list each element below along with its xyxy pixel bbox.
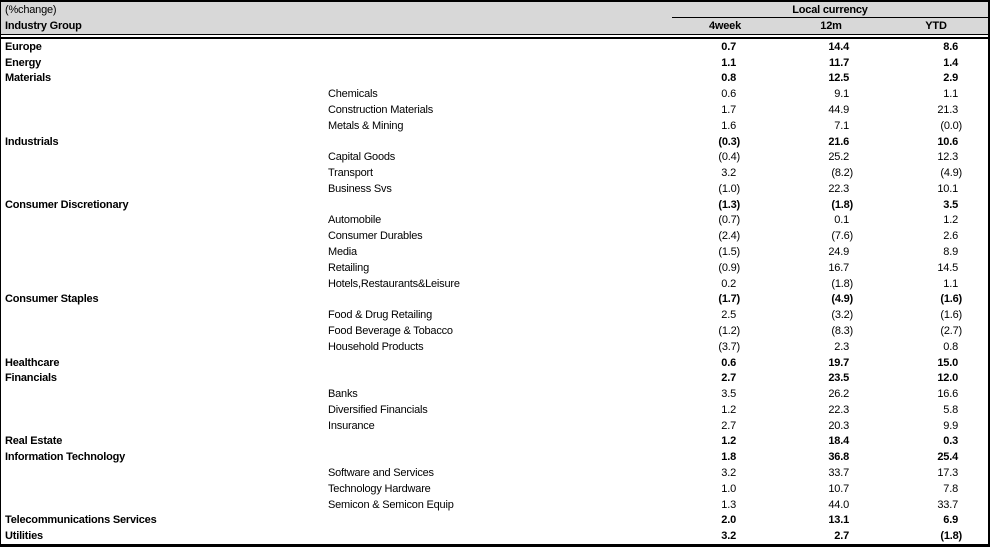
value-ytd: 10.6 xyxy=(937,135,958,148)
value-ytd: 1.2 xyxy=(943,214,958,227)
table-row xyxy=(1,497,988,513)
sub-industry-label: Technology Hardware xyxy=(328,482,431,495)
industry-group-label: Telecommunications Services xyxy=(5,514,157,527)
sub-industry-label: Food & Drug Retailing xyxy=(328,309,433,322)
sub-industry-label: Transport xyxy=(328,167,373,180)
value-4week: 2.7 xyxy=(721,372,736,385)
table-row xyxy=(1,228,988,244)
table-row xyxy=(1,481,988,497)
value-12m: (1.8) xyxy=(831,198,853,211)
industry-group-label: Materials xyxy=(5,72,51,85)
value-12m: 44.0 xyxy=(828,498,849,511)
value-ytd: 21.3 xyxy=(937,104,958,117)
header-row-1 xyxy=(1,2,988,18)
value-ytd: (1.6) xyxy=(940,309,962,322)
value-ytd: (0.0) xyxy=(940,119,962,132)
value-12m: (1.8) xyxy=(831,277,853,290)
column-header-ytd: YTD xyxy=(925,20,947,32)
value-12m: 22.3 xyxy=(828,182,849,195)
value-4week: 3.5 xyxy=(721,388,736,401)
sub-industry-label: Hotels,Restaurants&Leisure xyxy=(328,277,460,290)
value-12m: 13.1 xyxy=(828,514,849,527)
value-ytd: 9.9 xyxy=(943,419,958,432)
table-body xyxy=(1,39,988,544)
value-4week: (1.5) xyxy=(718,246,740,259)
value-4week: 2.5 xyxy=(721,309,736,322)
sub-industry-label: Semicon & Semicon Equip xyxy=(328,498,454,511)
value-12m: 0.1 xyxy=(834,214,849,227)
table-row xyxy=(1,276,988,292)
value-ytd: (4.9) xyxy=(940,167,962,180)
value-ytd: 1.4 xyxy=(943,56,958,69)
industry-group-label: Consumer Discretionary xyxy=(5,198,129,211)
value-12m: 18.4 xyxy=(828,435,849,448)
value-4week: (1.3) xyxy=(718,198,740,211)
value-12m: 19.7 xyxy=(828,356,849,369)
table-row xyxy=(1,86,988,102)
value-ytd: 12.0 xyxy=(937,372,958,385)
table-row xyxy=(1,197,988,213)
value-ytd: 8.9 xyxy=(943,246,958,259)
table-row xyxy=(1,292,988,308)
sub-industry-label: Diversified Financials xyxy=(328,403,428,416)
value-4week: (1.7) xyxy=(718,293,740,306)
value-12m: 21.6 xyxy=(828,135,849,148)
value-ytd: 15.0 xyxy=(937,356,958,369)
value-4week: 2.7 xyxy=(721,419,736,432)
value-12m: 24.9 xyxy=(828,246,849,259)
column-header-4week: 4week xyxy=(708,20,742,32)
table-row xyxy=(1,307,988,323)
value-4week: 0.2 xyxy=(721,277,736,290)
value-12m: 36.8 xyxy=(828,451,849,464)
sub-industry-label: Media xyxy=(328,246,357,259)
sub-industry-label: Chemicals xyxy=(328,88,378,101)
value-ytd: 14.5 xyxy=(937,261,958,274)
table-header xyxy=(1,2,988,34)
value-12m: 9.1 xyxy=(834,88,849,101)
value-ytd: 5.8 xyxy=(943,403,958,416)
table-row xyxy=(1,39,988,55)
column-header-12m: 12m xyxy=(820,20,842,32)
table-row xyxy=(1,449,988,465)
value-12m: 33.7 xyxy=(828,466,849,479)
value-4week: (0.4) xyxy=(718,151,740,164)
value-12m: 10.7 xyxy=(828,482,849,495)
sub-industry-label: Business Svs xyxy=(328,182,392,195)
table-row xyxy=(1,244,988,260)
value-12m: (7.6) xyxy=(831,230,853,243)
value-ytd: 33.7 xyxy=(937,498,958,511)
sub-industry-label: Capital Goods xyxy=(328,151,396,164)
sub-industry-label: Metals & Mining xyxy=(328,119,404,132)
value-ytd: 1.1 xyxy=(943,88,958,101)
table-row xyxy=(1,149,988,165)
value-12m: (8.2) xyxy=(831,167,853,180)
value-ytd: (1.8) xyxy=(940,530,962,543)
value-ytd: 8.6 xyxy=(943,40,958,53)
value-ytd: (2.7) xyxy=(940,324,962,337)
industry-group-label: Financials xyxy=(5,372,57,385)
value-12m: 22.3 xyxy=(828,403,849,416)
value-12m: 7.1 xyxy=(834,119,849,132)
value-4week: 0.6 xyxy=(721,88,736,101)
value-4week: (0.3) xyxy=(718,135,740,148)
industry-group-label: Information Technology xyxy=(5,451,126,464)
value-4week: 0.8 xyxy=(721,72,736,85)
value-12m: 2.3 xyxy=(834,340,849,353)
value-ytd: 3.5 xyxy=(943,198,958,211)
value-4week: 1.1 xyxy=(721,56,736,69)
value-12m: (3.2) xyxy=(831,309,853,322)
sub-industry-label: Banks xyxy=(328,388,358,401)
value-ytd: 1.1 xyxy=(943,277,958,290)
value-12m: 12.5 xyxy=(828,72,849,85)
value-12m: (4.9) xyxy=(831,293,853,306)
sub-industry-label: Retailing xyxy=(328,261,370,274)
industry-group-label: Healthcare xyxy=(5,356,60,369)
value-ytd: 10.1 xyxy=(937,182,958,195)
value-4week: 1.7 xyxy=(721,104,736,117)
table-row xyxy=(1,55,988,71)
value-4week: (0.7) xyxy=(718,214,740,227)
value-4week: 1.3 xyxy=(721,498,736,511)
table-row xyxy=(1,102,988,118)
industry-group-label: Industrials xyxy=(5,135,59,148)
industry-group-label: Real Estate xyxy=(5,435,63,448)
header-row-2 xyxy=(1,18,988,34)
value-4week: 1.0 xyxy=(721,482,736,495)
value-ytd: 12.3 xyxy=(937,151,958,164)
local-currency-header xyxy=(672,2,988,18)
table-row xyxy=(1,134,988,150)
value-4week: 0.7 xyxy=(721,40,736,53)
value-ytd: 25.4 xyxy=(937,451,958,464)
value-12m: 14.4 xyxy=(828,40,849,53)
value-12m: 44.9 xyxy=(828,104,849,117)
table-row xyxy=(1,71,988,87)
value-4week: (0.9) xyxy=(718,261,740,274)
value-4week: 1.2 xyxy=(721,403,736,416)
value-4week: 0.6 xyxy=(721,356,736,369)
value-ytd: 2.9 xyxy=(943,72,958,85)
value-4week: 3.2 xyxy=(721,167,736,180)
value-4week: (2.4) xyxy=(718,230,740,243)
table-row xyxy=(1,118,988,134)
value-4week: (1.2) xyxy=(718,324,740,337)
value-12m: 16.7 xyxy=(828,261,849,274)
value-ytd: (1.6) xyxy=(940,293,962,306)
sub-industry-label: Software and Services xyxy=(328,466,434,479)
industry-group-label: Consumer Staples xyxy=(5,293,99,306)
value-ytd: 17.3 xyxy=(937,466,958,479)
value-ytd: 2.6 xyxy=(943,230,958,243)
table-row xyxy=(1,402,988,418)
table-row xyxy=(1,434,988,450)
value-ytd: 7.8 xyxy=(943,482,958,495)
table-row xyxy=(1,465,988,481)
table-row xyxy=(1,323,988,339)
value-12m: 23.5 xyxy=(828,372,849,385)
value-4week: (3.7) xyxy=(718,340,740,353)
sub-industry-label: Automobile xyxy=(328,214,382,227)
table-row xyxy=(1,528,988,544)
value-4week: 3.2 xyxy=(721,530,736,543)
value-4week: 1.6 xyxy=(721,119,736,132)
sub-industry-label: Consumer Durables xyxy=(328,230,423,243)
value-12m: 11.7 xyxy=(828,56,849,69)
sub-industry-label: Household Products xyxy=(328,340,424,353)
table-row xyxy=(1,181,988,197)
value-12m: 26.2 xyxy=(828,388,849,401)
table-row xyxy=(1,339,988,355)
industry-group-label: Europe xyxy=(5,40,42,53)
table-row xyxy=(1,355,988,371)
value-12m: 20.3 xyxy=(828,419,849,432)
table-row xyxy=(1,213,988,229)
table-row xyxy=(1,386,988,402)
table-row xyxy=(1,370,988,386)
value-12m: 25.2 xyxy=(828,151,849,164)
industry-group-header: Industry Group xyxy=(5,20,82,32)
value-4week: 1.2 xyxy=(721,435,736,448)
local-currency-label: Local currency xyxy=(792,3,868,16)
value-ytd: 0.8 xyxy=(943,340,958,353)
sub-industry-label: Insurance xyxy=(328,419,375,432)
value-ytd: 0.3 xyxy=(943,435,958,448)
table-row xyxy=(1,418,988,434)
value-12m: (8.3) xyxy=(831,324,853,337)
table-row xyxy=(1,512,988,528)
table-row xyxy=(1,260,988,276)
value-ytd: 16.6 xyxy=(937,388,958,401)
value-4week: (1.0) xyxy=(718,182,740,195)
table-row xyxy=(1,165,988,181)
value-4week: 3.2 xyxy=(721,466,736,479)
value-12m: 2.7 xyxy=(834,530,849,543)
sub-industry-label: Food Beverage & Tobacco xyxy=(328,324,453,337)
sub-industry-label: Construction Materials xyxy=(328,104,434,117)
percent-change-label: (%change) xyxy=(5,4,57,16)
industry-group-label: Utilities xyxy=(5,530,43,543)
industry-group-label: Energy xyxy=(5,56,42,69)
value-ytd: 6.9 xyxy=(943,514,958,527)
value-4week: 1.8 xyxy=(721,451,736,464)
value-4week: 2.0 xyxy=(721,514,736,527)
